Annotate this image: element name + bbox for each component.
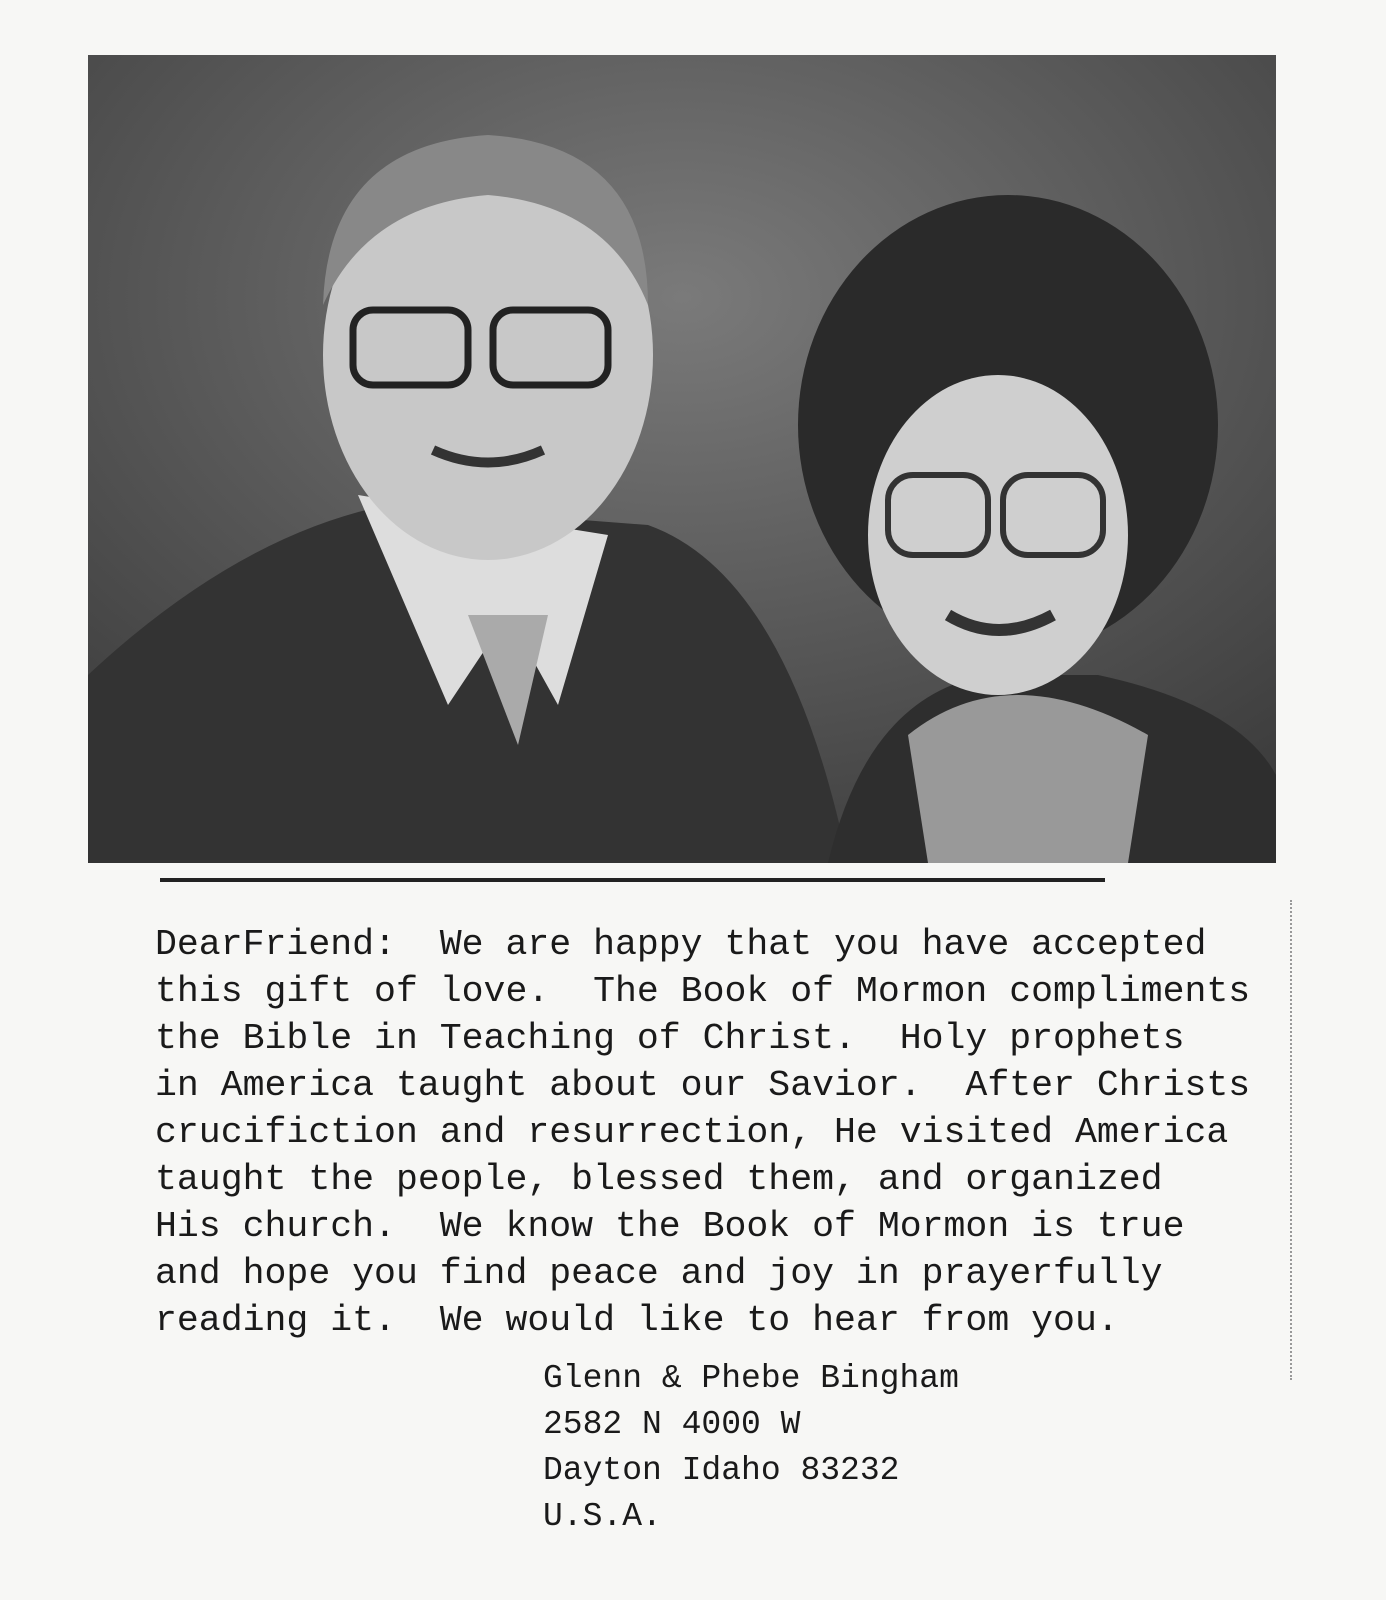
letter-line: this gift of love. The Book of Mormon compliments bbox=[155, 971, 1251, 1012]
address-block bbox=[543, 1356, 1243, 1540]
letter-line: crucifiction and resurrection, He visited America bbox=[155, 1112, 1229, 1153]
address-street: 2582 N 4000 W bbox=[543, 1406, 801, 1443]
letter-line: reading it. We would like to hear from you. bbox=[155, 1300, 1119, 1341]
letter-line: the Bible in Teaching of Christ. Holy prophets bbox=[155, 1018, 1185, 1059]
paste-edge bbox=[1290, 900, 1293, 1380]
portrait-photo bbox=[88, 55, 1276, 863]
letter-line: taught the people, blessed them, and organized bbox=[155, 1159, 1163, 1200]
address-country: U.S.A. bbox=[543, 1498, 662, 1535]
letter-line: and hope you find peace and joy in prayerfully bbox=[155, 1253, 1163, 1294]
divider-rule bbox=[160, 878, 1105, 882]
letter-line: His church. We know the Book of Mormon is true bbox=[155, 1206, 1185, 1247]
letter-line: DearFriend: We are happy that you have accepted bbox=[155, 924, 1207, 965]
letter-body bbox=[155, 922, 1275, 1345]
address-city: Dayton Idaho 83232 bbox=[543, 1452, 900, 1489]
letter-line: in America taught about our Savior. After Christs bbox=[155, 1065, 1251, 1106]
address-name: Glenn & Phebe Bingham bbox=[543, 1360, 959, 1397]
